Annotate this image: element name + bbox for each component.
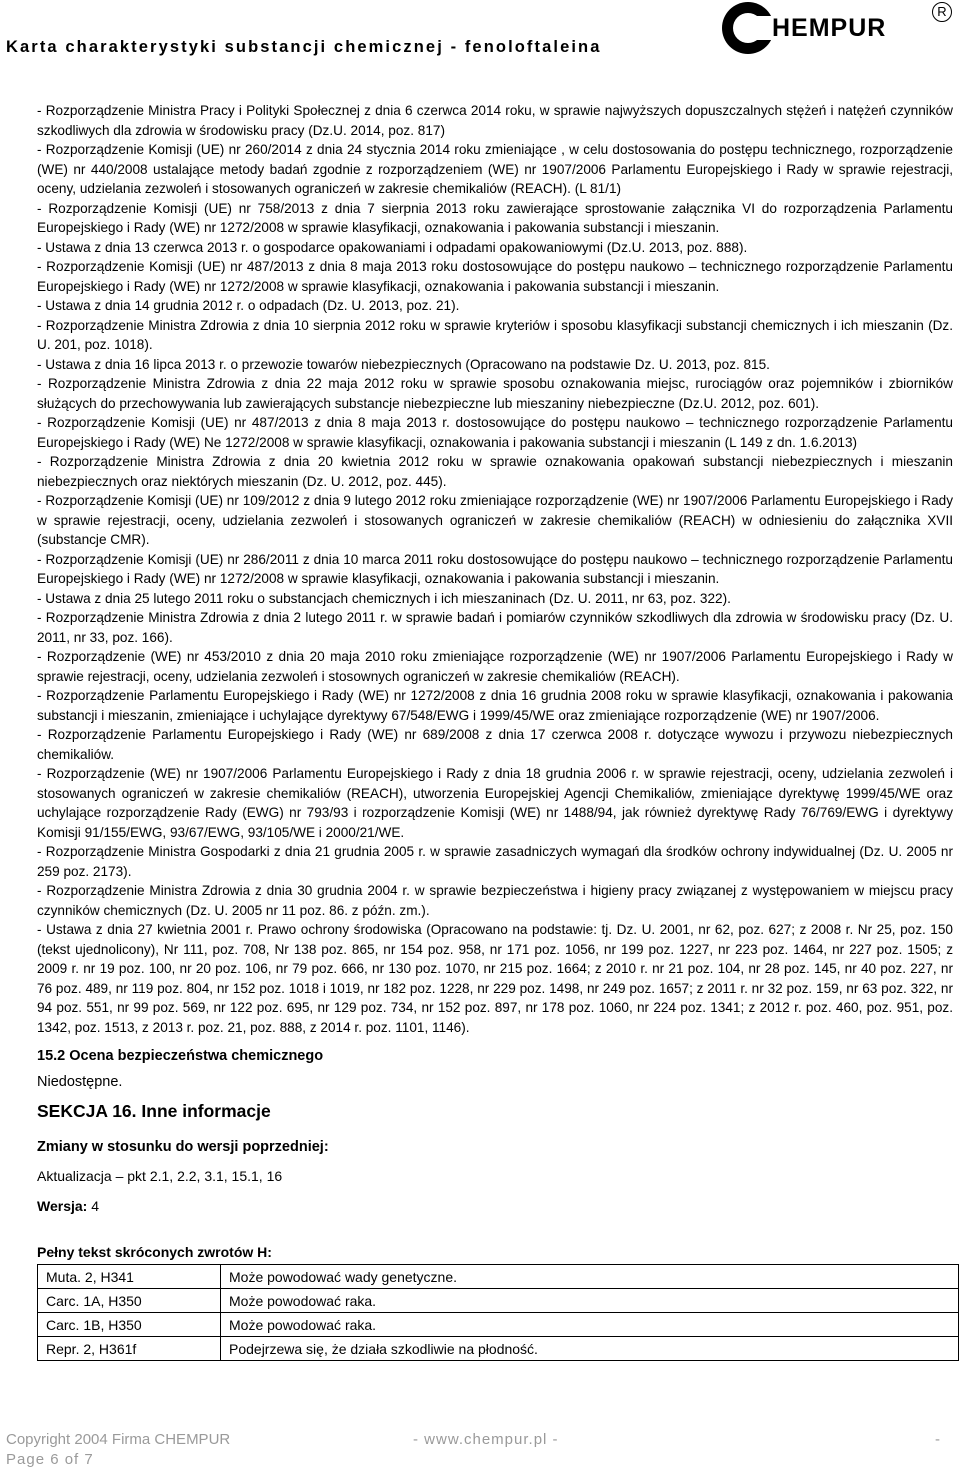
table-row (38, 1265, 959, 1289)
footer-copyright: Copyright 2004 Firma CHEMPUR (6, 1431, 231, 1448)
phrase-text: Może powodować wady genetyczne. (221, 1265, 959, 1289)
regulation-item: - Rozporządzenie Ministra Zdrowia z dnia 2 lutego 2011 r. w sprawie badań i pomiarów czynników szkodliwych dla zdrowia w środowisku pracy (Dz. U. 2011, nr 33, poz. 166). (37, 610, 953, 645)
subsection-heading-15-2: 15.2 Ocena bezpieczeństwa chemicznego (37, 1048, 324, 1064)
regulation-item: - Rozporządzenie Komisji (UE) nr 286/2011 z dnia 10 marca 2011 roku dostosowujące do postępu naukowo – technicznego rozporządzenie Parlamentu Europejskiego i Rady (WE) nr 1272/2008 w sprawie klasyfikacji, oznakowania i pakowania substancji i mieszanin. (37, 551, 953, 586)
version-label: Wersja: (37, 1197, 88, 1214)
regulation-item: - Rozporządzenie (WE) nr 1907/2006 Parlamentu Europejskiego i Rady z dnia 18 grudnia 2006 r. w sprawie rejestracji, oceny, udzielania zezwoleń i stosowanych ograniczeń w zakresie chemikaliów (REACH), utworzenia Europejskiej Agencji Chemikaliów, zmieniające dyrektywę 1999/45/WE oraz uchylające rozporządzenie Rady (EWG) nr 793/93 i rozporządzenie Komisji (WE) nr 1488/94, jak również dyrektywę Rady 76/769/EWG i dyrektywy Komisji 91/155/EWG, 93/67/EWG, 93/105/WE i 2000/21/WE. (37, 766, 953, 840)
regulation-item: - Rozporządzenie Ministra Zdrowia z dnia 22 maja 2012 roku w sprawie sposobu oznakowania miejsc, rurociągów oraz pojemników i zbiorników służących do przechowywania lub zawierających substancje niebezpieczne lub mieszaniny niebezpieczne (Dz.U. 2012, poz. 601). (37, 376, 953, 411)
registered-mark: R (932, 2, 952, 22)
regulation-item: - Rozporządzenie Ministra Gospodarki z dnia 21 grudnia 2005 r. w sprawie zasadniczych wymagań dla środków ochrony indywidualnej (Dz. U. 2005 nr 259 poz. 2173). (37, 844, 953, 879)
table-row (38, 1289, 959, 1313)
footer-page-number: Page 6 of 7 (6, 1451, 94, 1468)
phrase-code: Muta. 2, H341 (38, 1265, 221, 1289)
phrase-code: Repr. 2, H361f (38, 1337, 221, 1361)
regulation-item: - Rozporządzenie (WE) nr 453/2010 z dnia 20 maja 2010 roku zmieniające rozporządzenie (WE) nr 1907/2006 Parlamentu Europejskiego i Rady w sprawie rejestracji, oceny, udzielania zezwoleń i stosownych ograniczeń w zakresie chemikaliów (REACH). (37, 649, 953, 684)
document-title: Karta charakterystyki substancji chemicznej - fenoloftaleina (6, 38, 602, 56)
document-body (37, 101, 953, 1216)
version-line (37, 1197, 953, 1217)
version-value: 4 (91, 1197, 100, 1214)
phrase-text: Może powodować raka. (221, 1289, 959, 1313)
phrase-code: Carc. 1B, H350 (38, 1313, 221, 1337)
regulation-item: - Rozporządzenie Komisji (UE) nr 487/2013 z dnia 8 maja 2013 r. dostosowujące do postępu naukowo – technicznego rozporządzenie Parlamentu Europejskiego i Rady (WE) Ne 1272/2008 w sprawie klasyfikacji, oznakowania i pakowania substancji i mieszanin (L 149 z dn. 1.6.2013) (37, 415, 953, 450)
changes-label: Zmiany w stosunku do wersji poprzedniej: (37, 1138, 329, 1155)
regulation-item: - Rozporządzenie Parlamentu Europejskiego i Rady (WE) nr 1272/2008 z dnia 16 grudnia 2008 roku w sprawie klasyfikacji, oznakowania i pakowania substancji i mieszanin, zmieniające i uchylające dyrektywy 67/548/EWG i 1999/45/WE oraz zmieniające rozporządzenie (WE) nr 1907/2006. (37, 688, 953, 723)
section-16-heading: SEKCJA 16. Inne informacje (37, 1101, 271, 1121)
logo-text: HEMPUR (772, 14, 887, 42)
table-row (38, 1337, 959, 1361)
chempur-logo (722, 2, 958, 48)
changes-text: Aktualizacja – pkt 2.1, 2.2, 3.1, 15.1, 16 (37, 1168, 283, 1184)
regulation-item: - Rozporządzenie Parlamentu Europejskiego i Rady (WE) nr 689/2008 z dnia 17 czerwca 2008 r. dotyczące wywozu i przywozu niebezpiecznych chemikaliów. (37, 727, 953, 762)
phrase-text: Może powodować raka. (221, 1313, 959, 1337)
regulation-item: - Rozporządzenie Ministra Pracy i Polityki Społecznej z dnia 6 czerwca 2014 roku, w sprawie najwyższych dopuszczalnych stężeń i natężeń czynników szkodliwych dla zdrowia w środowisku pracy (Dz.U. 2014, poz. 817) (37, 103, 953, 138)
subsection-text-15-2: Niedostępne. (37, 1073, 123, 1090)
regulation-item: - Ustawa z dnia 13 czerwca 2013 r. o gospodarce opakowaniami i odpadami opakowaniowymi (Dz.U. 2013, poz. 888). (37, 239, 748, 255)
regulation-item: - Rozporządzenie Komisji (UE) nr 487/2013 z dnia 8 maja 2013 roku dostosowujące do postępu naukowo – technicznego rozporządzenie Parlamentu Europejskiego i Rady (WE) nr 1272/2008 w sprawie klasyfikacji, oznakowania i pakowania substancji i mieszanin. (37, 259, 953, 294)
regulation-item: - Ustawa z dnia 14 grudnia 2012 r. o odpadach (Dz. U. 2013, poz. 21). (37, 298, 460, 313)
table-row (38, 1313, 959, 1337)
h-phrases-table (37, 1264, 959, 1361)
regulation-item: - Ustawa z dnia 16 lipca 2013 r. o przewozie towarów niebezpiecznych (Opracowano na podstawie Dz. U. 2013, poz. 815. (37, 356, 770, 372)
regulation-item: - Ustawa z dnia 27 kwietnia 2001 r. Prawo ochrony środowiska (Opracowano na podstawie: tj. Dz. U. 2001, nr 62, poz. 627; z 2008 r. Nr 25, poz. 150 (tekst ujednolicony), Nr 111, poz. 708, Nr 138 poz. 865, nr 154 poz. 958, nr 171 poz. 1056, nr 199 poz. 1227, nr 223 poz. 1464, nr 227 poz. 1505; z 2009 r. nr 19 poz. 100, nr 20 poz. 106, nr 79 poz. 666, nr 130 poz. 1070, nr 215 poz. 1664; z 2010 r. nr 21 poz. 104, nr 28 poz. 145, nr 40 poz. 227, nr 76 poz. 489, nr 119 poz. 804, nr 152 poz. 1018 i 1019, nr 182 poz. 1228, nr 229 poz. 1498, nr 249 poz. 1657; z 2011 r. nr 32 poz. 159, nr 63 poz. 322, nr 94 poz. 551, nr 99 poz. 569, nr 122 poz. 695, nr 129 poz. 734, nr 152 poz. 897, nr 178 poz. 1060, nr 224 poz. 1341; z 2012 r. poz. 460, poz. 951, poz. 1342, poz. 1513, z 2013 r. poz. 21, poz. 888, z 2014 r. poz. 1101, 1146). (37, 922, 953, 1035)
footer-dash: - (935, 1431, 940, 1448)
regulation-item: - Rozporządzenie Ministra Zdrowia z dnia 10 sierpnia 2012 roku w sprawie kryteriów i sposobu klasyfikacji substancji chemicznych i ich mieszanin (Dz. U. 201, poz. 1018). (37, 317, 953, 352)
phrase-code: Carc. 1A, H350 (38, 1289, 221, 1313)
phrases-heading: Pełny tekst skróconych zwrotów H: (37, 1244, 272, 1260)
regulation-item: - Rozporządzenie Komisji (UE) nr 758/2013 z dnia 7 sierpnia 2013 roku zawierające sprostowanie załącznika VI do rozporządzenia Parlamentu Europejskiego i Rady (WE) nr 1272/2008 w sprawie klasyfikacji, oznakowania i pakowania substancji i mieszanin. (37, 200, 953, 235)
regulation-item: - Rozporządzenie Ministra Zdrowia z dnia 30 grudnia 2004 r. w sprawie bezpieczeństwa i higieny pracy związanej z występowaniem w miejscu pracy czynników chemicznych (Dz. U. 2005 nr 11 poz. 86. z późn. zm.). (37, 883, 953, 918)
regulation-item: - Ustawa z dnia 25 lutego 2011 roku o substancjach chemicznych i ich mieszaninach (Dz. U. 2011, nr 63, poz. 322). (37, 590, 731, 606)
footer-website-link[interactable]: - www.chempur.pl - (413, 1431, 559, 1448)
regulation-item: - Rozporządzenie Ministra Zdrowia z dnia 20 kwietnia 2012 roku w sprawie oznakowania opakowań substancji niebezpiecznych i mieszanin niebezpiecznych oraz niektórych mieszanin (Dz. U. 2012, poz. 445). (37, 454, 953, 489)
phrase-text: Podejrzewa się, że działa szkodliwie na płodność. (221, 1337, 959, 1361)
regulation-item: - Rozporządzenie Komisji (UE) nr 109/2012 z dnia 9 lutego 2012 roku zmieniające rozporządzenie (WE) nr 1907/2006 Parlamentu Europejskiego i Rady w sprawie rejestracji, oceny, udzielania zezwoleń i stosowanych ograniczeń w zakresie chemikaliów (REACH) w odniesieniu do załącznika XVII (substancje CMR). (37, 493, 953, 547)
regulation-item: - Rozporządzenie Komisji (UE) nr 260/2014 z dnia 24 stycznia 2014 roku zmieniające , w celu dostosowania do postępu technicznego, rozporządzenie (WE) nr 440/2008 ustalające metody badań zgodnie z rozporządzeniem (WE) nr 1907/2006 Parlamentu Europejskiego i Rady w sprawie rejestracji, oceny, udzielania zezwoleń i stosowanych ograniczeń w zakresie chemikaliów (REACH). (L 81/1) (37, 142, 953, 196)
